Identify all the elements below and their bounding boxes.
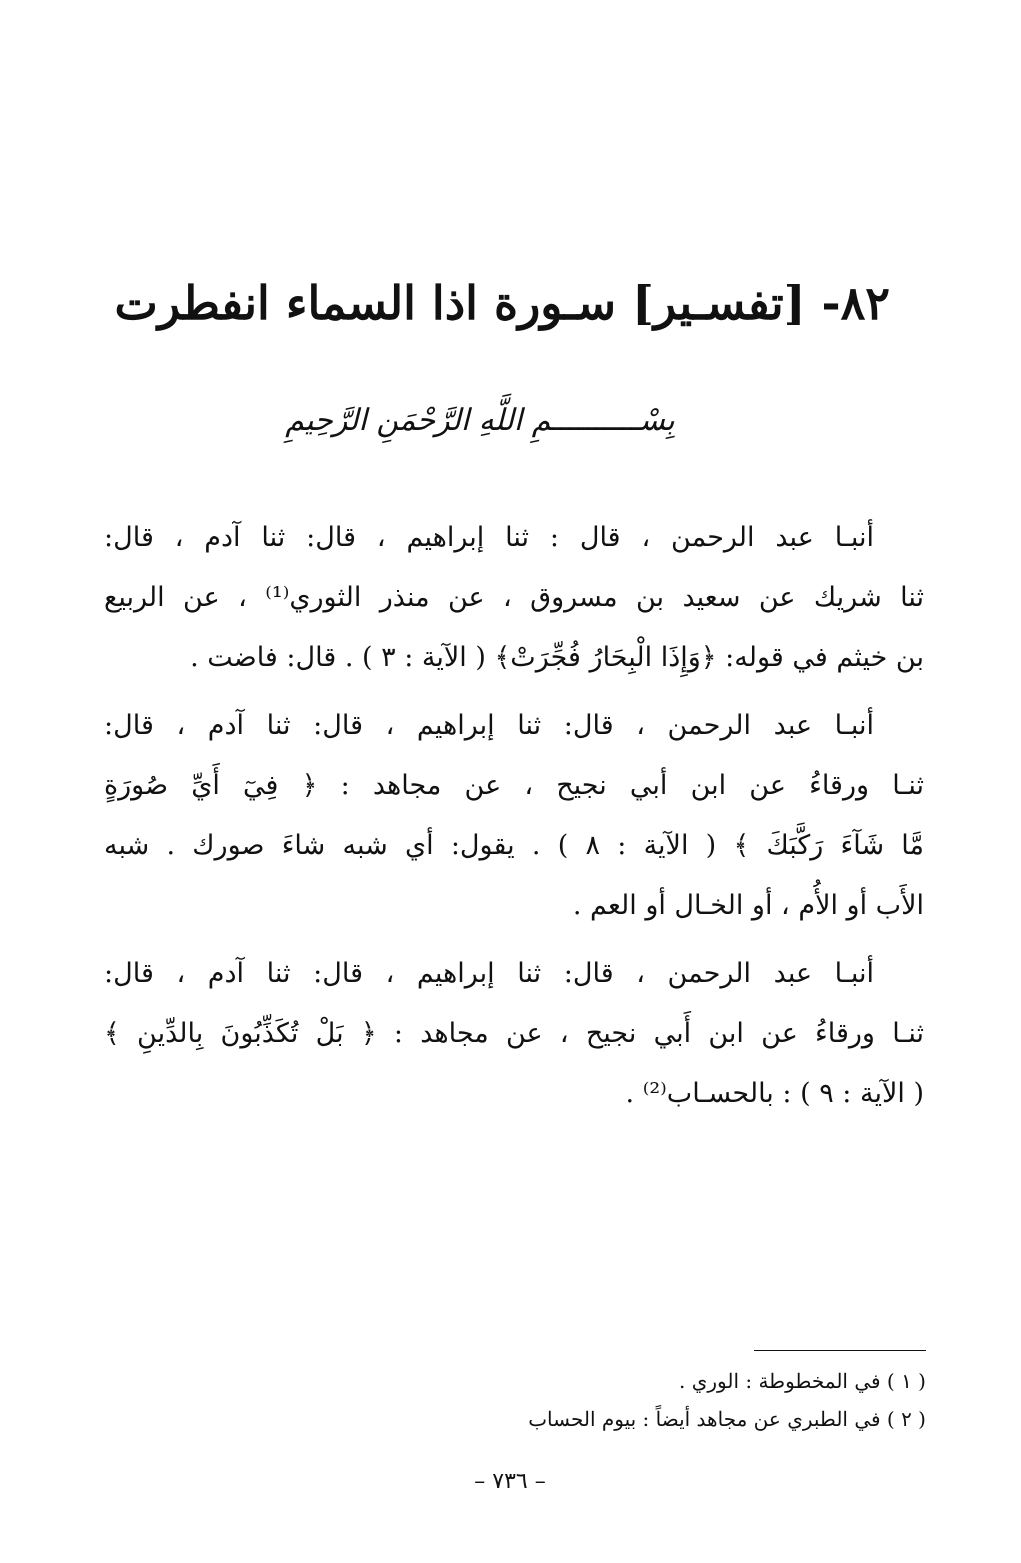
text-line: بن خيثم في قوله: ﴿وَإِذَا الْبِحَارُ فُجِّرَتْ﴾ ( الآية : ٣ ) . قال: فاضت . — [190, 642, 924, 673]
text-line: أنبـا عبد الرحمن ، قال: ثنا إبراهيم ، قال: ثنا آدم ، قال: — [104, 710, 874, 741]
page-number: – ٧٣٦ – — [474, 1469, 546, 1494]
paragraph-1 — [104, 508, 924, 688]
chapter-title: ٨٢- [تفسـير] سـورة اذا السماء انفطرت — [114, 276, 890, 330]
text-line: ( الآية : ٩ ) : بالحسـاب⁽²⁾ . — [625, 1078, 924, 1109]
footnote-1: ( ١ ) في المخطوطة : الوري . — [679, 1369, 926, 1393]
text-line: ثنـا ورقاءُ عن ابن أبي نجيح ، عن مجاهد : ﴿ فِيٓ أَيِّ صُورَةٍ — [104, 770, 924, 801]
text-line: مَّا شَآءَ رَكَّبَكَ ﴾ ( الآية : ٨ ) . يقول: أي شبه شاءَ صورك . شبه — [104, 830, 925, 861]
text-line: الأَب أو الأُم ، أو الخـال أو العم . — [572, 890, 924, 921]
footnote-2: ( ٢ ) في الطبري عن مجاهد أيضاً : بيوم الحساب — [528, 1407, 926, 1431]
basmala: بِسْــــــــــمِ اللَّهِ الرَّحْمَنِ الرَّحِيمِ — [285, 403, 675, 438]
footnotes — [300, 1362, 926, 1438]
text-line: أنبـا عبد الرحمن ، قال : ثنا إبراهيم ، قال: ثنا آدم ، قال: — [104, 522, 874, 553]
text-line: ثنا شريك عن سعيد بن مسروق ، عن منذر الثوري⁽¹⁾ ، عن الربيع — [104, 582, 924, 613]
text-line: ثنـا ورقاءُ عن ابن أَبي نجيح ، عن مجاهد : ﴿ بَلْ تُكَذِّبُونَ بِالدِّينِ ﴾ — [104, 1018, 924, 1049]
footnote-divider — [754, 1350, 926, 1351]
paragraph-2 — [104, 696, 924, 936]
paragraph-3 — [104, 944, 924, 1124]
main-text — [104, 508, 924, 1124]
text-line: أنبـا عبد الرحمن ، قال: ثنا إبراهيم ، قال: ثنا آدم ، قال: — [104, 958, 874, 989]
